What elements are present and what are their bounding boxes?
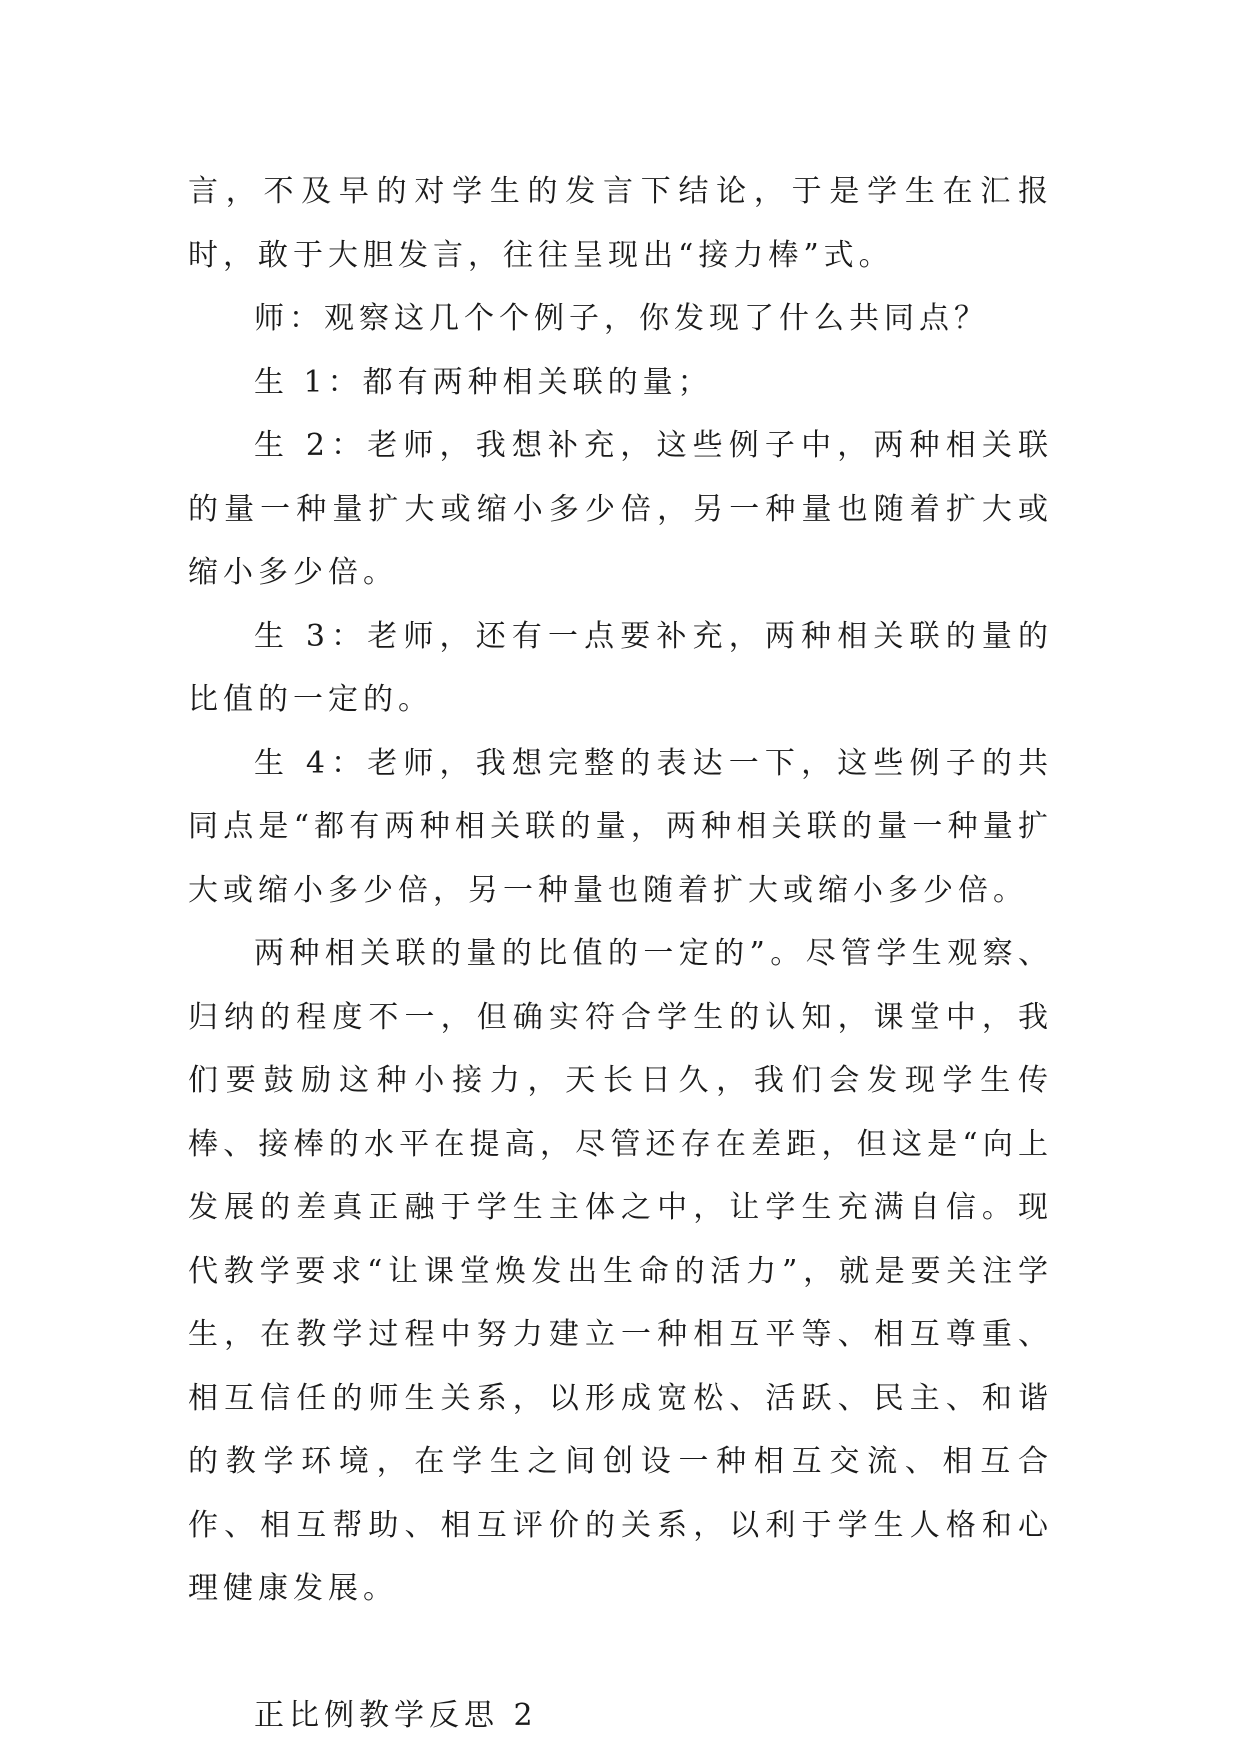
paragraph-1: 言，不及早的对学生的发言下结论，于是学生在汇报时，敢于大胆发言，往往呈现出“接力棒”式。 xyxy=(188,174,1053,273)
paragraph-7: 两种相关联的量的比值的一定的”。尽管学生观察、归纳的程度不一，但确实符合学生的认知，课堂中，我们要鼓励这种小接力，天长日久，我们会发现学生传棒、接棒的水平在提高，尽管还存在差距，但这是“向上发展的差真正融于学生主体之中，让学生充满自信。现代教学要求“让课堂焕发出生命的活力”，就是要关注学生，在教学过程中努力建立一种相互平等、相互尊重、相互信任的师生关系，以形成宽松、活跃、民主、和谐的教学环境，在学生之间创设一种相互交流、相互合作、相互帮助、相互评价的关系，以利于学生人格和心理健康发展。 xyxy=(188,936,1053,1606)
paragraph-2: 师：观察这几个个例子，你发现了什么共同点？ xyxy=(254,301,989,336)
section-spacer xyxy=(188,1621,1053,1684)
paragraph-5: 生 3：老师，还有一点要补充，两种相关联的量的比值的一定的。 xyxy=(188,618,1053,717)
section-heading: 正比例教学反思 2 xyxy=(254,1697,538,1733)
paragraph-3: 生 1：都有两种相关联的量； xyxy=(254,364,713,400)
document-body xyxy=(188,160,1053,1747)
paragraph-4: 生 2：老师，我想补充，这些例子中，两种相关联的量一种量扩大或缩小多少倍，另一种量也随着扩大或缩小多少倍。 xyxy=(188,428,1053,590)
paragraph-6: 生 4：老师，我想完整的表达一下，这些例子的共同点是“都有两种相关联的量，两种相关联的量一种量扩大或缩小多少倍，另一种量也随着扩大或缩小多少倍。 xyxy=(188,745,1053,908)
